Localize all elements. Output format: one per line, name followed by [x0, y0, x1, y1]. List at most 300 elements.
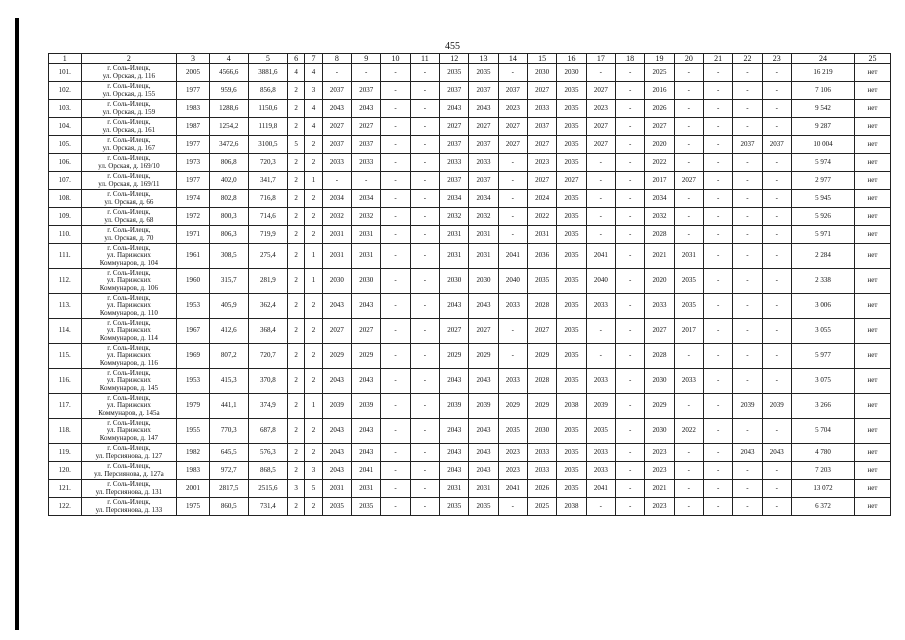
table-cell: 2023 — [645, 444, 674, 462]
table-cell: 806,3 — [209, 226, 248, 244]
table-cell: 1 — [305, 394, 322, 419]
table-cell: нет — [854, 319, 890, 344]
table-cell: 2023 — [498, 462, 527, 480]
table-cell: 2034 — [322, 190, 351, 208]
table-cell: 2039 — [469, 394, 498, 419]
table-cell: 1953 — [177, 294, 210, 319]
binding-edge — [15, 18, 19, 630]
row-number: 109. — [49, 208, 82, 226]
table-cell: 2039 — [733, 394, 762, 419]
table-cell: 2 284 — [791, 244, 854, 269]
table-cell: - — [381, 172, 410, 190]
address-line: г. Соль-Илецк, — [107, 100, 151, 109]
table-cell: 806,8 — [209, 154, 248, 172]
table-cell: 2 — [287, 226, 304, 244]
table-cell: 2027 — [586, 118, 615, 136]
table-cell: 2032 — [469, 208, 498, 226]
table-cell: - — [381, 136, 410, 154]
table-cell: 2033 — [498, 369, 527, 394]
column-number: 4 — [209, 54, 248, 64]
table-cell: - — [381, 269, 410, 294]
table-cell: 2043 — [440, 462, 469, 480]
table-cell: 2034 — [352, 190, 381, 208]
table-cell: - — [322, 64, 351, 82]
table-cell: 2037 — [352, 136, 381, 154]
table-cell: - — [381, 64, 410, 82]
table-cell: - — [703, 369, 732, 394]
table-cell: 2035 — [557, 244, 586, 269]
table-cell: 2027 — [528, 172, 557, 190]
table-cell: 2029 — [469, 344, 498, 369]
table-cell: - — [381, 319, 410, 344]
table-cell: 2033 — [586, 294, 615, 319]
address-cell — [81, 369, 177, 394]
table-cell: - — [616, 294, 645, 319]
address-cell — [81, 444, 177, 462]
column-number: 24 — [791, 54, 854, 64]
table-cell: 1 — [305, 244, 322, 269]
table-cell: 2032 — [645, 208, 674, 226]
table-cell: - — [616, 172, 645, 190]
table-cell: 2030 — [352, 269, 381, 294]
address-line: г. Соль-Илецк, — [107, 293, 151, 302]
address-line: ул. Орская, д. 167 — [102, 143, 156, 152]
table-cell: - — [762, 154, 791, 172]
address-cell — [81, 118, 177, 136]
table-cell: - — [733, 244, 762, 269]
address-line: г. Соль-Илецк, — [107, 154, 151, 163]
table-cell: 2043 — [352, 100, 381, 118]
table-cell: 2024 — [528, 190, 557, 208]
table-cell: - — [762, 226, 791, 244]
address-line: ул. Парижских — [106, 376, 151, 385]
row-number: 118. — [49, 419, 82, 444]
table-cell: - — [733, 269, 762, 294]
table-cell: - — [410, 419, 439, 444]
table-cell: 2025 — [645, 64, 674, 82]
table-cell: 2037 — [440, 172, 469, 190]
table-cell: 2 — [305, 344, 322, 369]
table-cell: 2027 — [586, 82, 615, 100]
table-cell: - — [410, 394, 439, 419]
table-cell: 2 — [287, 294, 304, 319]
table-cell: 5 — [287, 136, 304, 154]
table-cell: - — [381, 118, 410, 136]
table-cell: 720,7 — [248, 344, 287, 369]
address-line: Коммунаров, д. 110 — [99, 308, 158, 317]
table-cell: 2027 — [528, 82, 557, 100]
table-cell: 2027 — [557, 172, 586, 190]
table-cell: 2030 — [557, 64, 586, 82]
row-number: 107. — [49, 172, 82, 190]
table-cell: 2033 — [322, 154, 351, 172]
table-cell: 2043 — [322, 444, 351, 462]
table-cell: - — [674, 480, 703, 498]
address-line: г. Соль-Илецк, — [107, 226, 151, 235]
table-cell: 3 006 — [791, 294, 854, 319]
table-cell: 2 — [305, 498, 322, 516]
table-cell: 2 977 — [791, 172, 854, 190]
table-cell: - — [733, 100, 762, 118]
column-number: 21 — [703, 54, 732, 64]
table-row — [49, 294, 891, 319]
table-cell: 2033 — [528, 462, 557, 480]
table-cell: 16 219 — [791, 64, 854, 82]
table-cell: - — [733, 64, 762, 82]
table-cell: 10 004 — [791, 136, 854, 154]
table-cell: - — [381, 369, 410, 394]
table-cell: 2035 — [557, 269, 586, 294]
address-line: ул. Парижских — [106, 276, 151, 285]
table-cell: 687,8 — [248, 419, 287, 444]
table-cell: - — [381, 154, 410, 172]
table-cell: нет — [854, 208, 890, 226]
table-cell: 2027 — [645, 319, 674, 344]
table-cell: 2041 — [498, 480, 527, 498]
table-cell: 2041 — [498, 244, 527, 269]
table-cell: - — [410, 136, 439, 154]
table-cell: 868,5 — [248, 462, 287, 480]
table-cell: 2043 — [322, 100, 351, 118]
table-cell: 5 — [305, 480, 322, 498]
table-cell: 368,4 — [248, 319, 287, 344]
table-cell: 2 — [305, 226, 322, 244]
table-cell: - — [586, 208, 615, 226]
address-line: ул. Персиянова, д. 131 — [95, 487, 163, 496]
table-cell: 2043 — [440, 294, 469, 319]
table-cell: 2 — [287, 319, 304, 344]
table-cell: 2039 — [586, 394, 615, 419]
address-line: Коммунаров, д. 116 — [99, 358, 158, 367]
table-cell: 3 — [305, 462, 322, 480]
table-cell: - — [381, 344, 410, 369]
table-cell: нет — [854, 172, 890, 190]
table-cell: 972,7 — [209, 462, 248, 480]
table-cell: - — [381, 394, 410, 419]
table-cell: - — [381, 462, 410, 480]
table-cell: - — [674, 64, 703, 82]
table-cell: 2017 — [645, 172, 674, 190]
table-cell: - — [703, 480, 732, 498]
table-cell: 2027 — [322, 118, 351, 136]
address-cell — [81, 462, 177, 480]
table-cell: - — [733, 118, 762, 136]
address-cell — [81, 498, 177, 516]
table-cell: 2 338 — [791, 269, 854, 294]
row-number: 116. — [49, 369, 82, 394]
table-cell: - — [674, 394, 703, 419]
column-number: 9 — [352, 54, 381, 64]
table-cell: 2035 — [557, 462, 586, 480]
table-cell: 1 — [305, 172, 322, 190]
address-cell — [81, 172, 177, 190]
row-number: 105. — [49, 136, 82, 154]
table-cell: 770,3 — [209, 419, 248, 444]
table-cell: 2035 — [469, 64, 498, 82]
table-cell: 1953 — [177, 369, 210, 394]
table-cell: 2029 — [352, 344, 381, 369]
table-cell: 2 — [287, 444, 304, 462]
table-cell: 2032 — [322, 208, 351, 226]
table-cell: 2035 — [557, 190, 586, 208]
table-cell: 5 926 — [791, 208, 854, 226]
address-cell — [81, 294, 177, 319]
table-cell: 1119,8 — [248, 118, 287, 136]
table-row — [49, 154, 891, 172]
table-cell: - — [410, 319, 439, 344]
table-cell: - — [616, 369, 645, 394]
table-cell: - — [674, 82, 703, 100]
table-cell: 2033 — [528, 100, 557, 118]
table-cell: - — [381, 244, 410, 269]
address-line: г. Соль-Илецк, — [107, 136, 151, 145]
table-cell: 2031 — [469, 244, 498, 269]
table-cell: 405,9 — [209, 294, 248, 319]
table-cell: 720,3 — [248, 154, 287, 172]
table-cell: 9 542 — [791, 100, 854, 118]
column-number: 17 — [586, 54, 615, 64]
table-cell: 2029 — [322, 344, 351, 369]
table-cell: - — [410, 64, 439, 82]
table-cell: 2033 — [440, 154, 469, 172]
table-cell: 2043 — [762, 444, 791, 462]
table-cell: - — [410, 190, 439, 208]
table-cell: - — [733, 344, 762, 369]
column-number: 11 — [410, 54, 439, 64]
table-cell: 2031 — [528, 226, 557, 244]
table-cell: 412,6 — [209, 319, 248, 344]
row-number: 120. — [49, 462, 82, 480]
table-cell: 2 — [287, 244, 304, 269]
table-cell: 2043 — [352, 444, 381, 462]
table-cell: 7 106 — [791, 82, 854, 100]
table-cell: 2037 — [528, 118, 557, 136]
table-cell: 1969 — [177, 344, 210, 369]
table-cell: 2040 — [498, 269, 527, 294]
address-cell — [81, 480, 177, 498]
table-cell: 1987 — [177, 118, 210, 136]
table-cell: 2037 — [352, 82, 381, 100]
table-cell: нет — [854, 244, 890, 269]
table-cell: - — [762, 172, 791, 190]
table-cell: - — [410, 118, 439, 136]
table-cell: 2027 — [586, 136, 615, 154]
column-number: 3 — [177, 54, 210, 64]
table-cell: 2 — [305, 154, 322, 172]
address-cell — [81, 319, 177, 344]
table-cell: 2043 — [469, 462, 498, 480]
table-cell: 2031 — [352, 480, 381, 498]
table-cell: 2037 — [469, 172, 498, 190]
table-cell: 2035 — [557, 118, 586, 136]
table-cell: - — [762, 100, 791, 118]
table-cell: нет — [854, 444, 890, 462]
table-cell: - — [674, 136, 703, 154]
table-cell: 2032 — [352, 208, 381, 226]
table-cell: - — [410, 480, 439, 498]
row-number: 108. — [49, 190, 82, 208]
table-cell: - — [674, 190, 703, 208]
table-cell: 2028 — [528, 369, 557, 394]
column-number: 2 — [81, 54, 177, 64]
address-line: ул. Орская, д. 169/11 — [98, 179, 160, 188]
table-cell: 807,2 — [209, 344, 248, 369]
table-cell: - — [586, 226, 615, 244]
column-number: 6 — [287, 54, 304, 64]
table-cell: нет — [854, 118, 890, 136]
table-cell: 800,3 — [209, 208, 248, 226]
table-cell: 2043 — [469, 369, 498, 394]
table-cell: 2022 — [645, 154, 674, 172]
table-cell: - — [410, 444, 439, 462]
table-cell: - — [674, 444, 703, 462]
table-cell: 716,8 — [248, 190, 287, 208]
table-cell: 2030 — [322, 269, 351, 294]
address-line: Коммунаров, д. 106 — [99, 283, 159, 292]
table-cell: 2031 — [352, 226, 381, 244]
address-line: ул. Орская, д. 169/10 — [98, 161, 160, 170]
table-cell: - — [498, 208, 527, 226]
table-cell: 1977 — [177, 172, 210, 190]
table-cell: 2035 — [557, 419, 586, 444]
table-cell: - — [410, 82, 439, 100]
table-cell: 2043 — [352, 369, 381, 394]
table-cell: - — [703, 498, 732, 516]
table-cell: 2041 — [352, 462, 381, 480]
table-cell: 2043 — [322, 294, 351, 319]
table-cell: - — [410, 294, 439, 319]
table-cell: - — [703, 294, 732, 319]
table-cell: - — [352, 172, 381, 190]
table-cell: 2037 — [733, 136, 762, 154]
table-cell: 2039 — [762, 394, 791, 419]
table-cell: 415,3 — [209, 369, 248, 394]
address-line: г. Соль-Илецк, — [107, 268, 151, 277]
address-cell — [81, 208, 177, 226]
table-cell: 2035 — [557, 480, 586, 498]
table-cell: 2033 — [586, 444, 615, 462]
table-cell: - — [733, 190, 762, 208]
address-line: г. Соль-Илецк, — [107, 208, 151, 217]
table-cell: 308,5 — [209, 244, 248, 269]
table-cell: 2035 — [498, 419, 527, 444]
table-cell: 2037 — [322, 82, 351, 100]
address-line: г. Соль-Илецк, — [107, 190, 151, 199]
table-cell: нет — [854, 480, 890, 498]
table-cell: 2 — [287, 82, 304, 100]
table-cell: 2 — [305, 136, 322, 154]
table-row — [49, 344, 891, 369]
table-cell: 1975 — [177, 498, 210, 516]
table-cell: 2 — [305, 190, 322, 208]
column-number: 23 — [762, 54, 791, 64]
table-cell: - — [498, 498, 527, 516]
table-cell: - — [498, 172, 527, 190]
row-number: 117. — [49, 394, 82, 419]
table-cell: 1972 — [177, 208, 210, 226]
address-cell — [81, 344, 177, 369]
table-cell: 2029 — [528, 344, 557, 369]
column-number: 25 — [854, 54, 890, 64]
table-cell: нет — [854, 100, 890, 118]
table-cell: 2027 — [528, 319, 557, 344]
table-cell: 2028 — [645, 226, 674, 244]
address-cell — [81, 64, 177, 82]
table-cell: 3 — [287, 480, 304, 498]
table-cell: - — [733, 419, 762, 444]
table-cell: 1960 — [177, 269, 210, 294]
table-cell: 2026 — [645, 100, 674, 118]
table-cell: - — [586, 498, 615, 516]
table-cell: 2029 — [645, 394, 674, 419]
table-cell: - — [616, 208, 645, 226]
address-cell — [81, 226, 177, 244]
address-line: ул. Персиянова, д. 127 — [95, 451, 163, 460]
table-cell: 856,8 — [248, 82, 287, 100]
table-row — [49, 190, 891, 208]
table-cell: - — [703, 226, 732, 244]
address-cell — [81, 100, 177, 118]
table-cell: нет — [854, 294, 890, 319]
table-cell: 1967 — [177, 319, 210, 344]
table-cell: 2043 — [322, 369, 351, 394]
address-line: г. Соль-Илецк, — [107, 393, 151, 402]
row-number: 103. — [49, 100, 82, 118]
row-number: 119. — [49, 444, 82, 462]
table-cell: 2034 — [645, 190, 674, 208]
table-cell: 2027 — [440, 118, 469, 136]
table-cell: 2043 — [733, 444, 762, 462]
address-cell — [81, 190, 177, 208]
table-cell: 2 — [287, 498, 304, 516]
table-cell: - — [498, 154, 527, 172]
table-cell: 3881,6 — [248, 64, 287, 82]
table-cell: - — [616, 394, 645, 419]
table-cell: 2037 — [322, 136, 351, 154]
table-cell: 2020 — [645, 136, 674, 154]
table-cell: - — [703, 208, 732, 226]
table-cell: 2 — [287, 269, 304, 294]
table-cell: - — [762, 208, 791, 226]
table-cell: 2035 — [557, 444, 586, 462]
table-cell: 4 — [305, 118, 322, 136]
table-cell: 2036 — [528, 244, 557, 269]
table-cell: 2035 — [469, 498, 498, 516]
table-cell: 2033 — [528, 444, 557, 462]
table-cell: 4 780 — [791, 444, 854, 462]
table-cell: 2043 — [469, 294, 498, 319]
column-number: 20 — [674, 54, 703, 64]
address-line: ул. Персиянова, д. 133 — [95, 505, 163, 514]
table-cell: 2035 — [586, 419, 615, 444]
table-cell: 2 — [305, 294, 322, 319]
table-cell: 2 — [287, 208, 304, 226]
table-cell: 2039 — [440, 394, 469, 419]
table-cell: 2043 — [440, 369, 469, 394]
table-row — [49, 394, 891, 419]
column-number: 10 — [381, 54, 410, 64]
table-row — [49, 462, 891, 480]
address-line: ул. Парижских — [106, 401, 151, 410]
address-cell — [81, 419, 177, 444]
table-cell: 2 — [287, 100, 304, 118]
table-cell: - — [381, 190, 410, 208]
table-cell: - — [762, 294, 791, 319]
table-cell: 2037 — [762, 136, 791, 154]
table-cell: - — [352, 64, 381, 82]
table-cell: 2035 — [440, 64, 469, 82]
table-cell: - — [616, 419, 645, 444]
